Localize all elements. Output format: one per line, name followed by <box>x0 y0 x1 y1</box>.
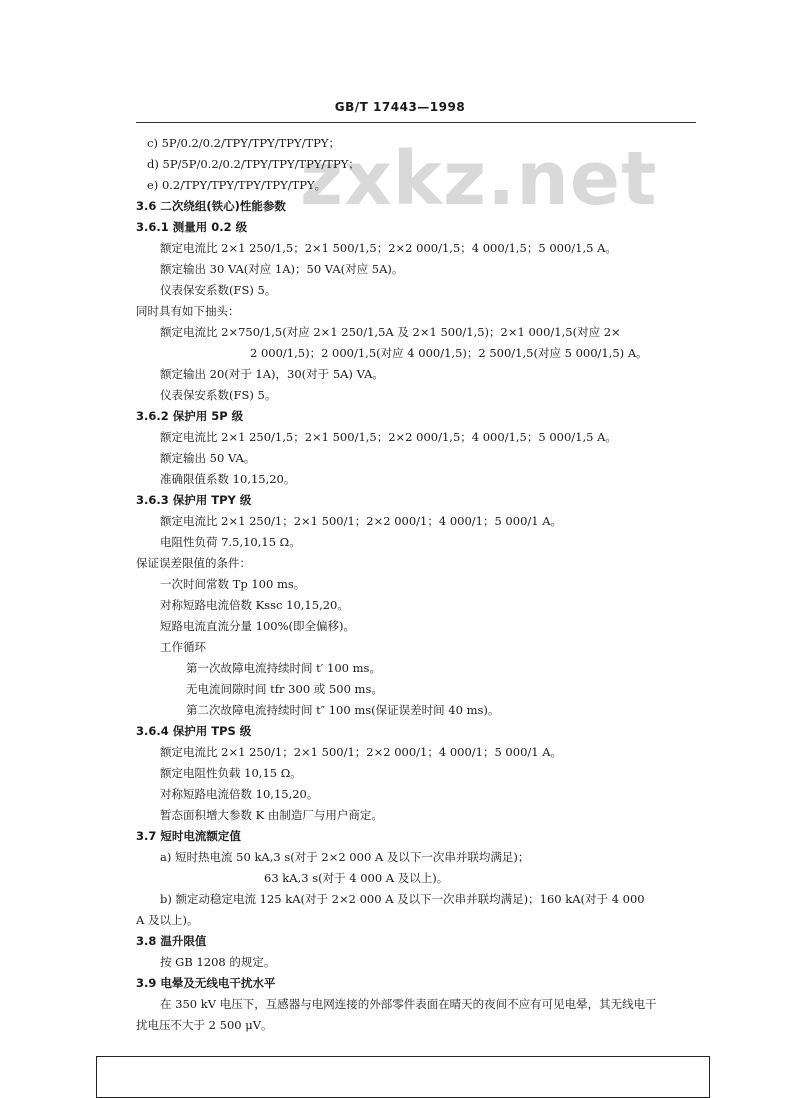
list-item-d: d) 5P/5P/0.2/0.2/TPY/TPY/TPY/TPY； <box>147 157 360 171</box>
body-text-line: 在 350 kV 电压下，互感器与电网连接的外部零件表面在晴天的夜间不应有可见电晕，其无线电干 <box>160 997 657 1011</box>
body-text-line: 仪表保安系数(FS) 5。 <box>160 388 277 402</box>
body-text-line: 仪表保安系数(FS) 5。 <box>160 283 277 297</box>
page-header: GB/T 17443—1998 <box>334 100 466 114</box>
body-text-line: 按 GB 1208 的规定。 <box>160 955 276 969</box>
section-3-6-2-heading: 3.6.2 保护用 5P 级 <box>136 409 244 423</box>
section-3-6-4-heading: 3.6.4 保护用 TPS 级 <box>136 724 252 738</box>
body-text-line: 保证误差限值的条件： <box>136 556 251 570</box>
body-text-line: 第二次故障电流持续时间 t″ 100 ms(保证误差时间 40 ms)。 <box>186 703 500 717</box>
body-text-line: 无电流间隙时间 tfr 300 或 500 ms。 <box>186 682 383 696</box>
body-text-line: 63 kA,3 s(对于 4 000 A 及以上)。 <box>264 871 449 885</box>
body-text-line: 同时具有如下抽头： <box>136 304 240 318</box>
body-text-line: b) 额定动稳定电流 125 kA(对于 2×2 000 A 及以下一次串并联均满足)；160 kA(对于 4 000 <box>160 892 645 906</box>
body-text-line: 工作循环 <box>160 640 206 654</box>
body-text-line: 短路电流直流分量 100%(即全偏移)。 <box>160 619 356 633</box>
body-text-line: 额定电流比 2×1 250/1；2×1 500/1；2×2 000/1；4 000/1；5 000/1 A。 <box>160 745 563 759</box>
body-text-line: 电阻性负荷 7.5,10,15 Ω。 <box>160 535 301 549</box>
body-text-line: 准确限值系数 10,15,20。 <box>160 472 296 486</box>
header-rule <box>136 122 696 123</box>
body-text-line: 对称短路电流倍数 Kssc 10,15,20。 <box>160 598 349 612</box>
body-text-line: 2 000/1,5)；2 000/1,5(对应 4 000/1,5)；2 500/1,5(对应 5 000/1,5) A。 <box>250 346 648 360</box>
section-3-8-heading: 3.8 温升限值 <box>136 934 207 948</box>
body-text-line: 暂态面积增大参数 K 由制造厂与用户商定。 <box>160 808 383 822</box>
body-text-line: 额定电阻性负载 10,15 Ω。 <box>160 766 302 780</box>
section-3-6-3-heading: 3.6.3 保护用 TPY 级 <box>136 493 252 507</box>
body-text-line: 额定电流比 2×1 250/1；2×1 500/1；2×2 000/1；4 000/1；5 000/1 A。 <box>160 514 563 528</box>
section-3-9-heading: 3.9 电晕及无线电干扰水平 <box>136 976 276 990</box>
body-text-line: a) 短时热电流 50 kA,3 s(对于 2×2 000 A 及以下一次串并联均满足)； <box>160 850 530 864</box>
body-text-line: 额定输出 20(对于 1A)，30(对于 5A) VA。 <box>160 367 384 381</box>
body-text-line: 额定电流比 2×750/1,5(对应 2×1 250/1,5A 及 2×1 500/1,5)；2×1 000/1,5(对应 2× <box>160 325 621 339</box>
list-item-e: e) 0.2/TPY/TPY/TPY/TPY/TPY。 <box>147 178 327 192</box>
watermark-text: zxkz.net <box>300 136 658 222</box>
section-3-6-heading: 3.6 二次绕组(铁心)性能参数 <box>136 199 286 213</box>
body-text-line: 对称短路电流倍数 10,15,20。 <box>160 787 319 801</box>
body-text-line: A 及以上)。 <box>136 913 199 927</box>
section-3-6-1-heading: 3.6.1 测量用 0.2 级 <box>136 220 248 234</box>
body-text-line: 额定电流比 2×1 250/1,5；2×1 500/1,5；2×2 000/1,5；4 000/1,5；5 000/1,5 A。 <box>160 241 617 255</box>
body-text-line: 一次时间常数 Tp 100 ms。 <box>160 577 306 591</box>
body-text-line: 额定输出 30 VA(对应 1A)；50 VA(对应 5A)。 <box>160 262 404 276</box>
body-text-line: 额定电流比 2×1 250/1,5；2×1 500/1,5；2×2 000/1,5；4 000/1,5；5 000/1,5 A。 <box>160 430 617 444</box>
body-text-line: 第一次故障电流持续时间 t′ 100 ms。 <box>186 661 381 675</box>
section-3-7-heading: 3.7 短时电流额定值 <box>136 829 241 843</box>
body-text-line: 扰电压不大于 2 500 μV。 <box>136 1018 273 1032</box>
body-text-line: 额定输出 50 VA。 <box>160 451 256 465</box>
next-page-frame <box>96 1056 710 1098</box>
list-item-c: c) 5P/0.2/0.2/TPY/TPY/TPY/TPY； <box>147 136 340 150</box>
